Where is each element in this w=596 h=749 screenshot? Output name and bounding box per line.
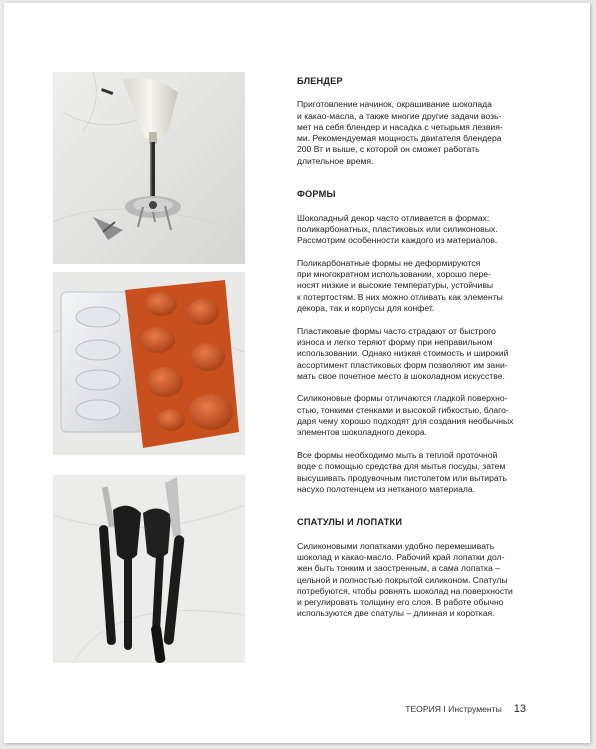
page-number: 13 xyxy=(513,703,526,715)
paragraph: Все формы необходимо мыть в теплой проточной воде с помощью средства для мытья посуды, затем высушивать продувочным пистолетом или вытирать насухо полотенцем из нетканого материала. xyxy=(297,449,507,494)
footer-separator: I xyxy=(443,704,446,714)
footer-section: ТЕОРИЯ xyxy=(405,704,441,714)
section-blender xyxy=(297,76,543,167)
book-page xyxy=(4,3,590,743)
paragraph: Поликарбонатные формы не деформируются при многократном использовании, хорошо пере- носят низкие и высокие температуры, устойчивы к потертостям. В них можно отливать как элементы декора, так и корпусы для конфет. xyxy=(297,257,503,314)
running-header xyxy=(405,704,502,714)
section-heading: ФОРМЫ xyxy=(297,189,336,200)
paragraph: Приготовление начинок, окрашивание шоколада и какао-масла, а также многие другие задачи возь- мет на себя блендер и насадка с четырьмя лезвия- ми. Рекомендуемая мощность двигателя блендера 200 Вт и выше, с которой он сможет работать длительное время. xyxy=(297,99,503,166)
article-text xyxy=(297,76,543,631)
section-heading: БЛЕНДЕР xyxy=(297,76,343,86)
footer-chapter: Инструменты xyxy=(448,704,502,714)
page-footer xyxy=(405,703,526,715)
section-heading: СПАТУЛЫ И ЛОПАТКИ xyxy=(297,517,403,528)
paragraph: Шоколадный декор часто отливается в формах: поликарбонатных, пластиковых или силиконовых. Рассмотрим особенности каждого из материалов. xyxy=(297,212,498,246)
molds-photo xyxy=(53,272,245,455)
spatulas-photo xyxy=(53,475,245,663)
blender-photo xyxy=(53,72,245,264)
section-spatulas xyxy=(297,517,543,619)
paragraph: Пластиковые формы часто страдают от быстрого износа и легко теряют форму при неправильном использовании. Однако низкая стоимость и широкий ассортимент пластиковых форм позволяют им зани- мать свое почетное место в шоколадном искусстве. xyxy=(297,325,509,381)
section-molds xyxy=(297,189,543,495)
paragraph: Силиконовыми лопатками удобно перемешивать шоколад и какао-масло. Рабочий край лопатки дол- жен быть тонким и заостренным, а сама лопатка – цельной и полностью покрытой силиконом. Спатулы потребуются, чтобы ровнять шоколад на поверхности и регулировать толщину его слоя. В работе обычно используются две спатулы – длинная и короткая. xyxy=(297,540,513,619)
paragraph: Силиконовые формы отличаются гладкой поверхно- стью, тонкими стенками и высокой гибкостью, благо- даря чему хорошо подходят для создания необычных элементов шоколадного декора. xyxy=(297,393,514,438)
